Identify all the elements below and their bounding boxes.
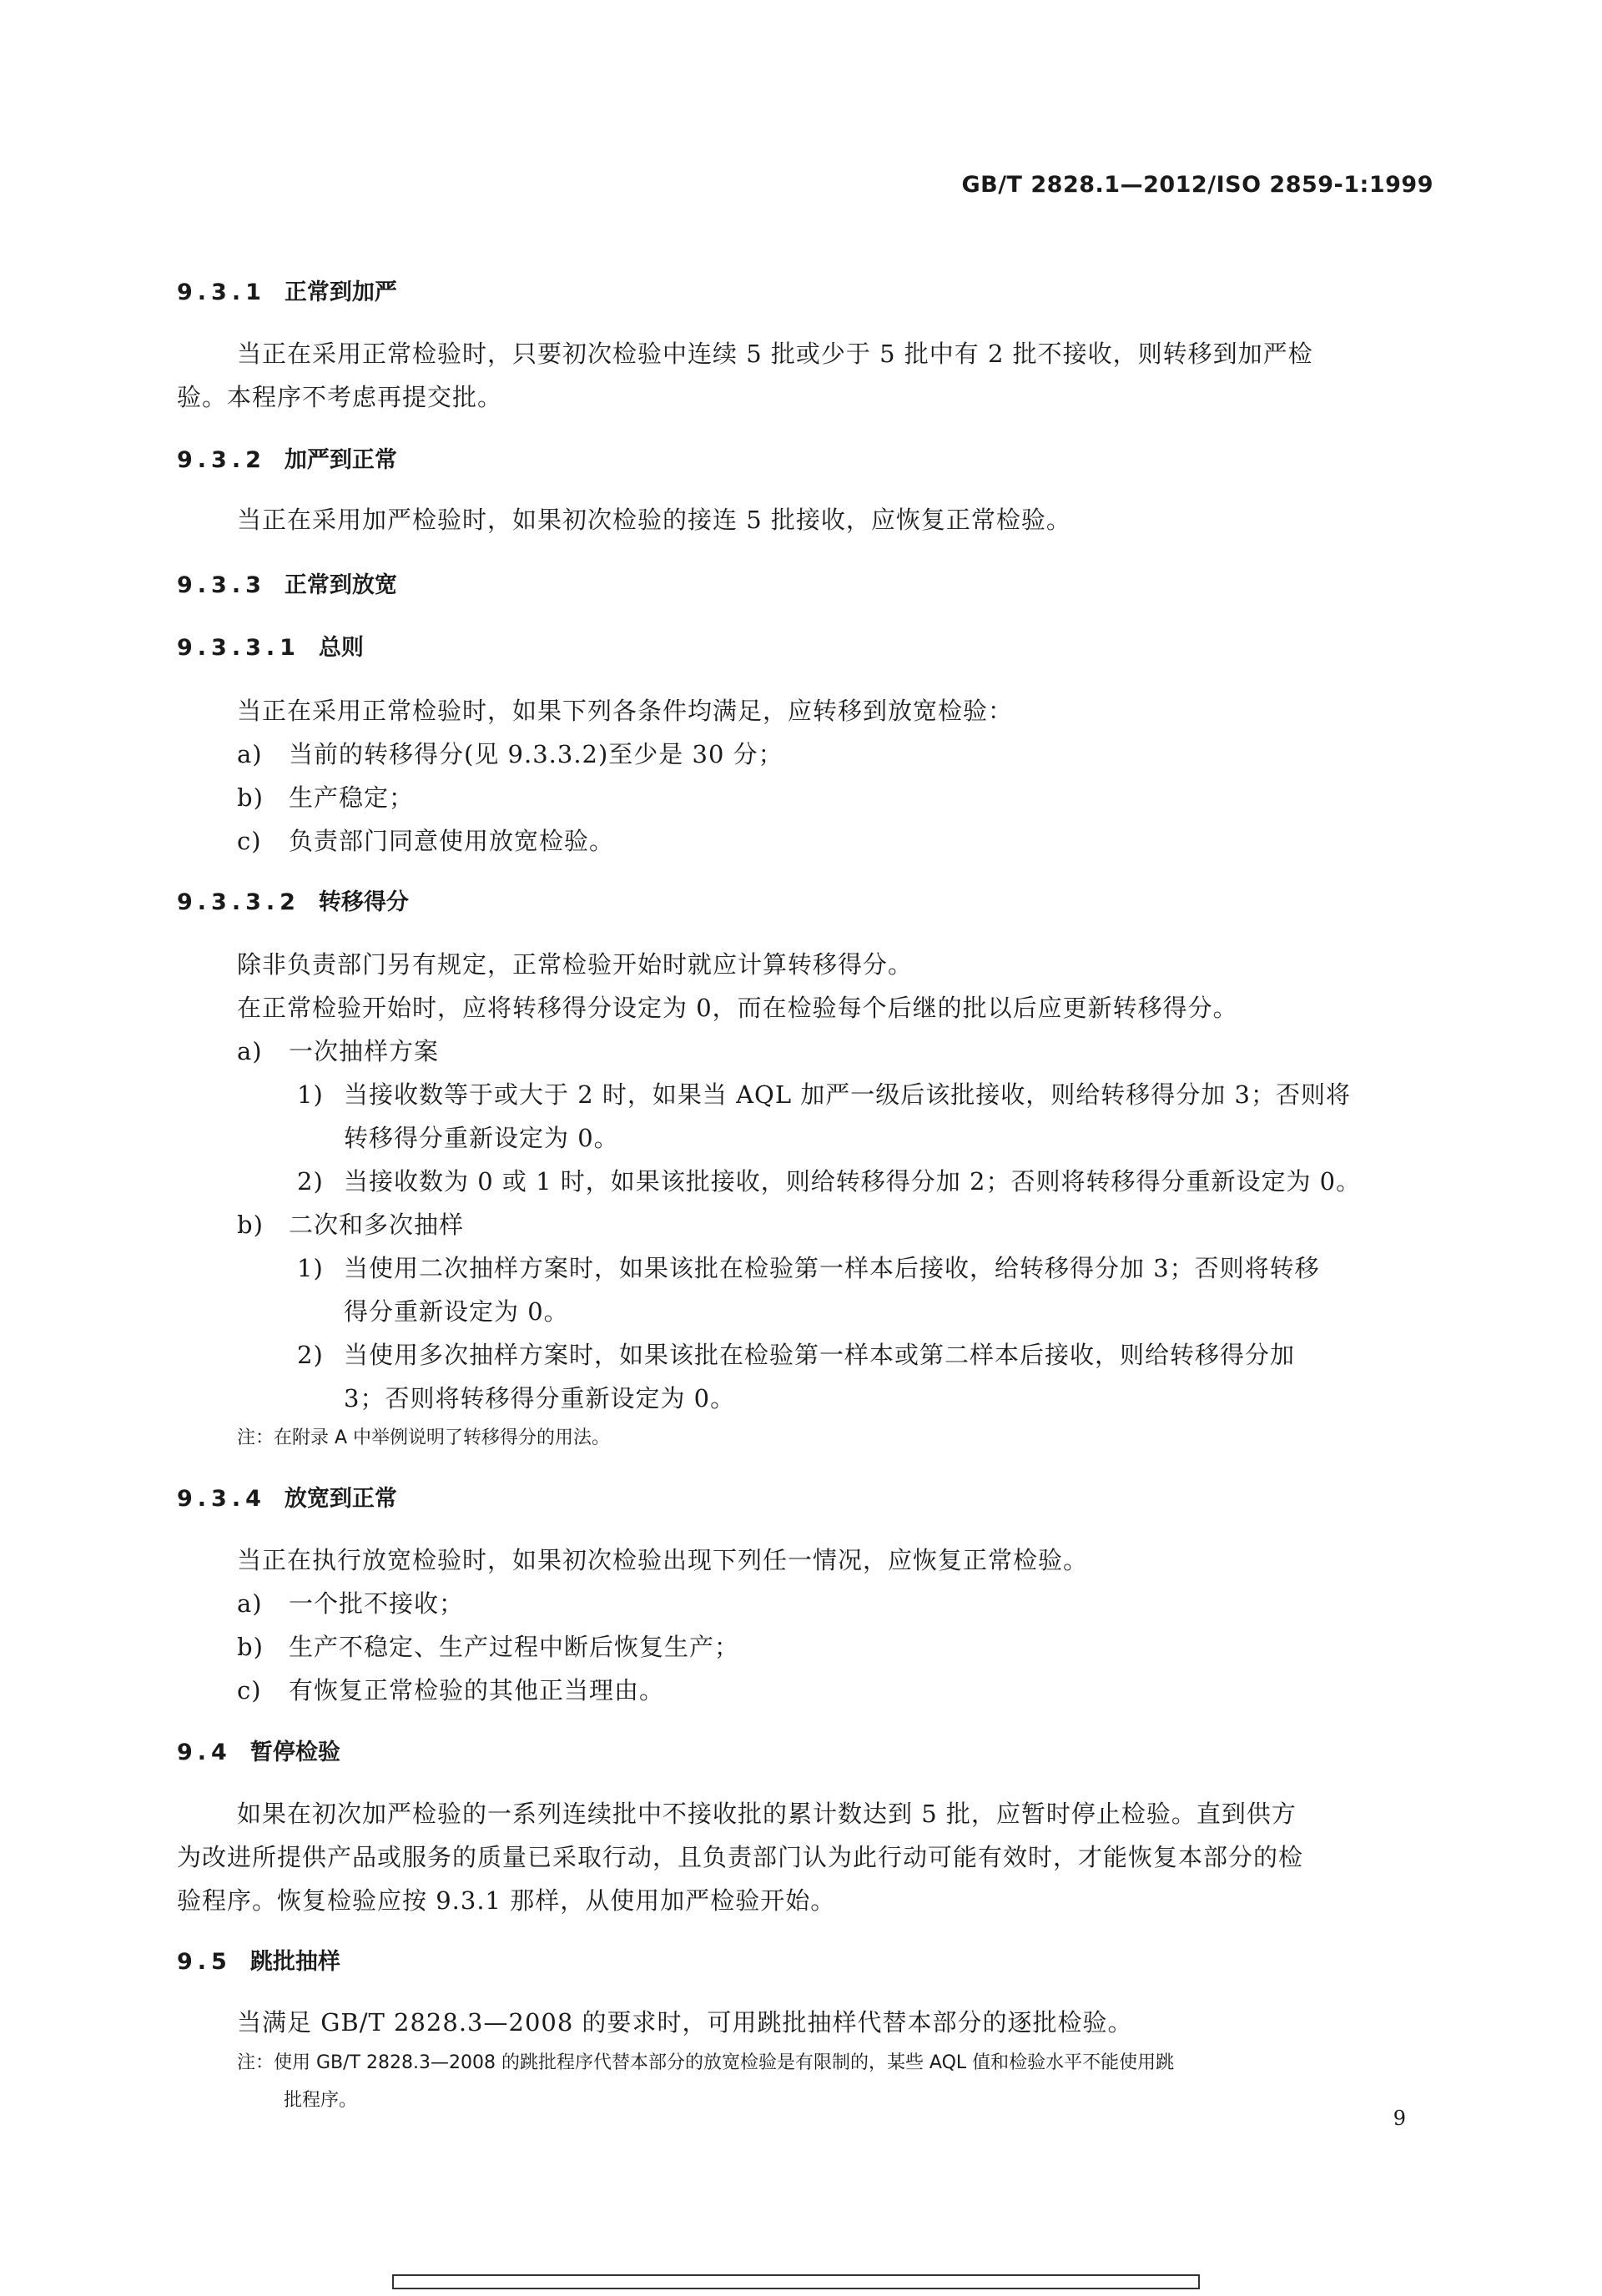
heading-title: 正常到加严	[284, 279, 397, 305]
sub-list-item-continuation: 转移得分重新设定为 0。	[344, 1124, 619, 1152]
sub-list-item-continuation: 得分重新设定为 0。	[344, 1297, 569, 1326]
list-marker: c)	[237, 1676, 262, 1704]
list-item-text: 当接收数为 0 或 1 时，如果该批接收，则给转移得分加 2；否则将转移得分重新设定为 0。	[344, 1167, 1362, 1196]
list-marker: 1)	[297, 1254, 324, 1282]
paragraph-line: 当正在采用正常检验时，只要初次检验中连续 5 批或少于 5 批中有 2 批不接收，则转移到加严检	[237, 340, 1313, 368]
heading-title: 转移得分	[318, 889, 409, 915]
heading-title: 正常到放宽	[284, 572, 397, 598]
heading-number: 9.3.1	[177, 279, 266, 305]
paragraph-line: 当正在采用正常检验时，如果下列各条件均满足，应转移到放宽检验：	[237, 697, 1014, 725]
list-item	[237, 1635, 739, 1659]
list-marker: c)	[237, 827, 262, 855]
note-continuation: 批程序。	[284, 2090, 358, 2111]
heading-9-5	[177, 1951, 340, 1973]
list-item	[237, 1676, 665, 1704]
list-item	[237, 783, 415, 812]
list-marker: 2)	[297, 1167, 324, 1196]
list-marker: a)	[237, 1589, 263, 1618]
list-marker: b)	[237, 1211, 264, 1239]
heading-number: 9.3.3.1	[177, 635, 300, 661]
note: 注：在附录 A 中举例说明了转移得分的用法。	[237, 1427, 611, 1448]
heading-9-3-3-1	[177, 637, 364, 659]
sub-list-item	[297, 1343, 1295, 1367]
list-item-text: 二次和多次抽样	[289, 1211, 465, 1239]
list-marker: 2)	[297, 1341, 324, 1369]
paragraph-line: 在正常检验开始时，应将转移得分设定为 0，而在检验每个后继的批以后应更新转移得分。	[237, 994, 1238, 1022]
paragraph-line: 为改进所提供产品或服务的质量已采取行动，且负责部门认为此行动可能有效时，才能恢复本部分的检	[177, 1843, 1304, 1871]
list-item	[237, 1589, 465, 1618]
list-marker: b)	[237, 783, 264, 812]
heading-number: 9.3.4	[177, 1486, 266, 1512]
standard-code: GB/T 2828.1—2012/ISO 2859-1:1999	[961, 172, 1433, 198]
list-item-text: 当使用多次抽样方案时，如果该批在检验第一样本或第二样本后接收，则给转移得分加	[344, 1341, 1296, 1369]
list-item-text: 当使用二次抽样方案时，如果该批在检验第一样本后接收，给转移得分加 3；否则将转移	[344, 1254, 1320, 1282]
list-item	[237, 1213, 464, 1237]
paragraph-line: 除非负责部门另有规定，正常检验开始时就应计算转移得分。	[237, 950, 914, 979]
heading-title: 暂停检验	[249, 1740, 340, 1765]
heading-title: 跳批抽样	[249, 1949, 340, 1975]
list-item	[237, 1037, 440, 1065]
list-item-text: 负责部门同意使用放宽检验。	[289, 827, 615, 855]
heading-9-3-4	[177, 1488, 397, 1510]
list-marker: a)	[237, 740, 263, 768]
list-item-text: 当接收数等于或大于 2 时，如果当 AQL 加严一级后该批接收，则给转移得分加 3；否则将	[344, 1080, 1351, 1109]
list-item-text: 有恢复正常检验的其他正当理由。	[289, 1676, 665, 1704]
list-marker: a)	[237, 1037, 263, 1065]
list-marker: 1)	[297, 1080, 324, 1109]
paragraph-line: 当正在执行放宽检验时，如果初次检验出现下列任一情况，应恢复正常检验。	[237, 1546, 1089, 1574]
heading-number: 9.3.3	[177, 572, 266, 598]
list-item-text: 一次抽样方案	[289, 1037, 440, 1065]
sub-list-item-continuation: 3；否则将转移得分重新设定为 0。	[344, 1384, 736, 1412]
heading-title: 放宽到正常	[284, 1486, 397, 1512]
heading-number: 9.3.2	[177, 447, 266, 473]
sub-list-item	[297, 1167, 1362, 1196]
list-item-text: 生产稳定；	[289, 783, 415, 812]
list-item-text: 一个批不接收；	[289, 1589, 465, 1618]
paragraph-line: 验程序。恢复检验应按 9.3.1 那样，从使用加严检验开始。	[177, 1886, 836, 1915]
list-marker: b)	[237, 1633, 264, 1661]
heading-9-3-1	[177, 281, 397, 304]
bottom-frame-bar	[392, 2274, 1200, 2289]
list-item	[237, 829, 614, 853]
heading-title: 总则	[318, 635, 364, 661]
list-item	[237, 740, 783, 768]
paragraph-line: 当满足 GB/T 2828.3—2008 的要求时，可用跳批抽样代替本部分的逐批检验。	[237, 2008, 1133, 2037]
heading-number: 9.5	[177, 1949, 232, 1975]
paragraph-line: 验。本程序不考虑再提交批。	[177, 383, 503, 411]
paragraph-line: 当正在采用加严检验时，如果初次检验的接连 5 批接收，应恢复正常检验。	[237, 506, 1071, 534]
heading-number: 9.3.3.2	[177, 889, 300, 915]
heading-title: 加严到正常	[284, 447, 397, 473]
page-number: 9	[1393, 2107, 1406, 2130]
heading-9-3-3	[177, 574, 397, 597]
list-item-text: 当前的转移得分(见 9.3.3.2)至少是 30 分；	[289, 740, 783, 768]
heading-9-3-2	[177, 449, 397, 471]
heading-number: 9.4	[177, 1740, 232, 1765]
sub-list-item	[297, 1256, 1320, 1281]
sub-list-item	[297, 1080, 1351, 1109]
heading-9-4	[177, 1741, 340, 1764]
note: 注：使用 GB/T 2828.3—2008 的跳批程序代替本部分的放宽检验是有限制的，某些 AQL 值和检验水平不能使用跳	[237, 2052, 1175, 2073]
paragraph-line: 如果在初次加严检验的一系列连续批中不接收批的累计数达到 5 批，应暂时停止检验。直到供方	[237, 1800, 1297, 1828]
list-item-text: 生产不稳定、生产过程中断后恢复生产；	[289, 1633, 740, 1661]
heading-9-3-3-2	[177, 891, 409, 914]
